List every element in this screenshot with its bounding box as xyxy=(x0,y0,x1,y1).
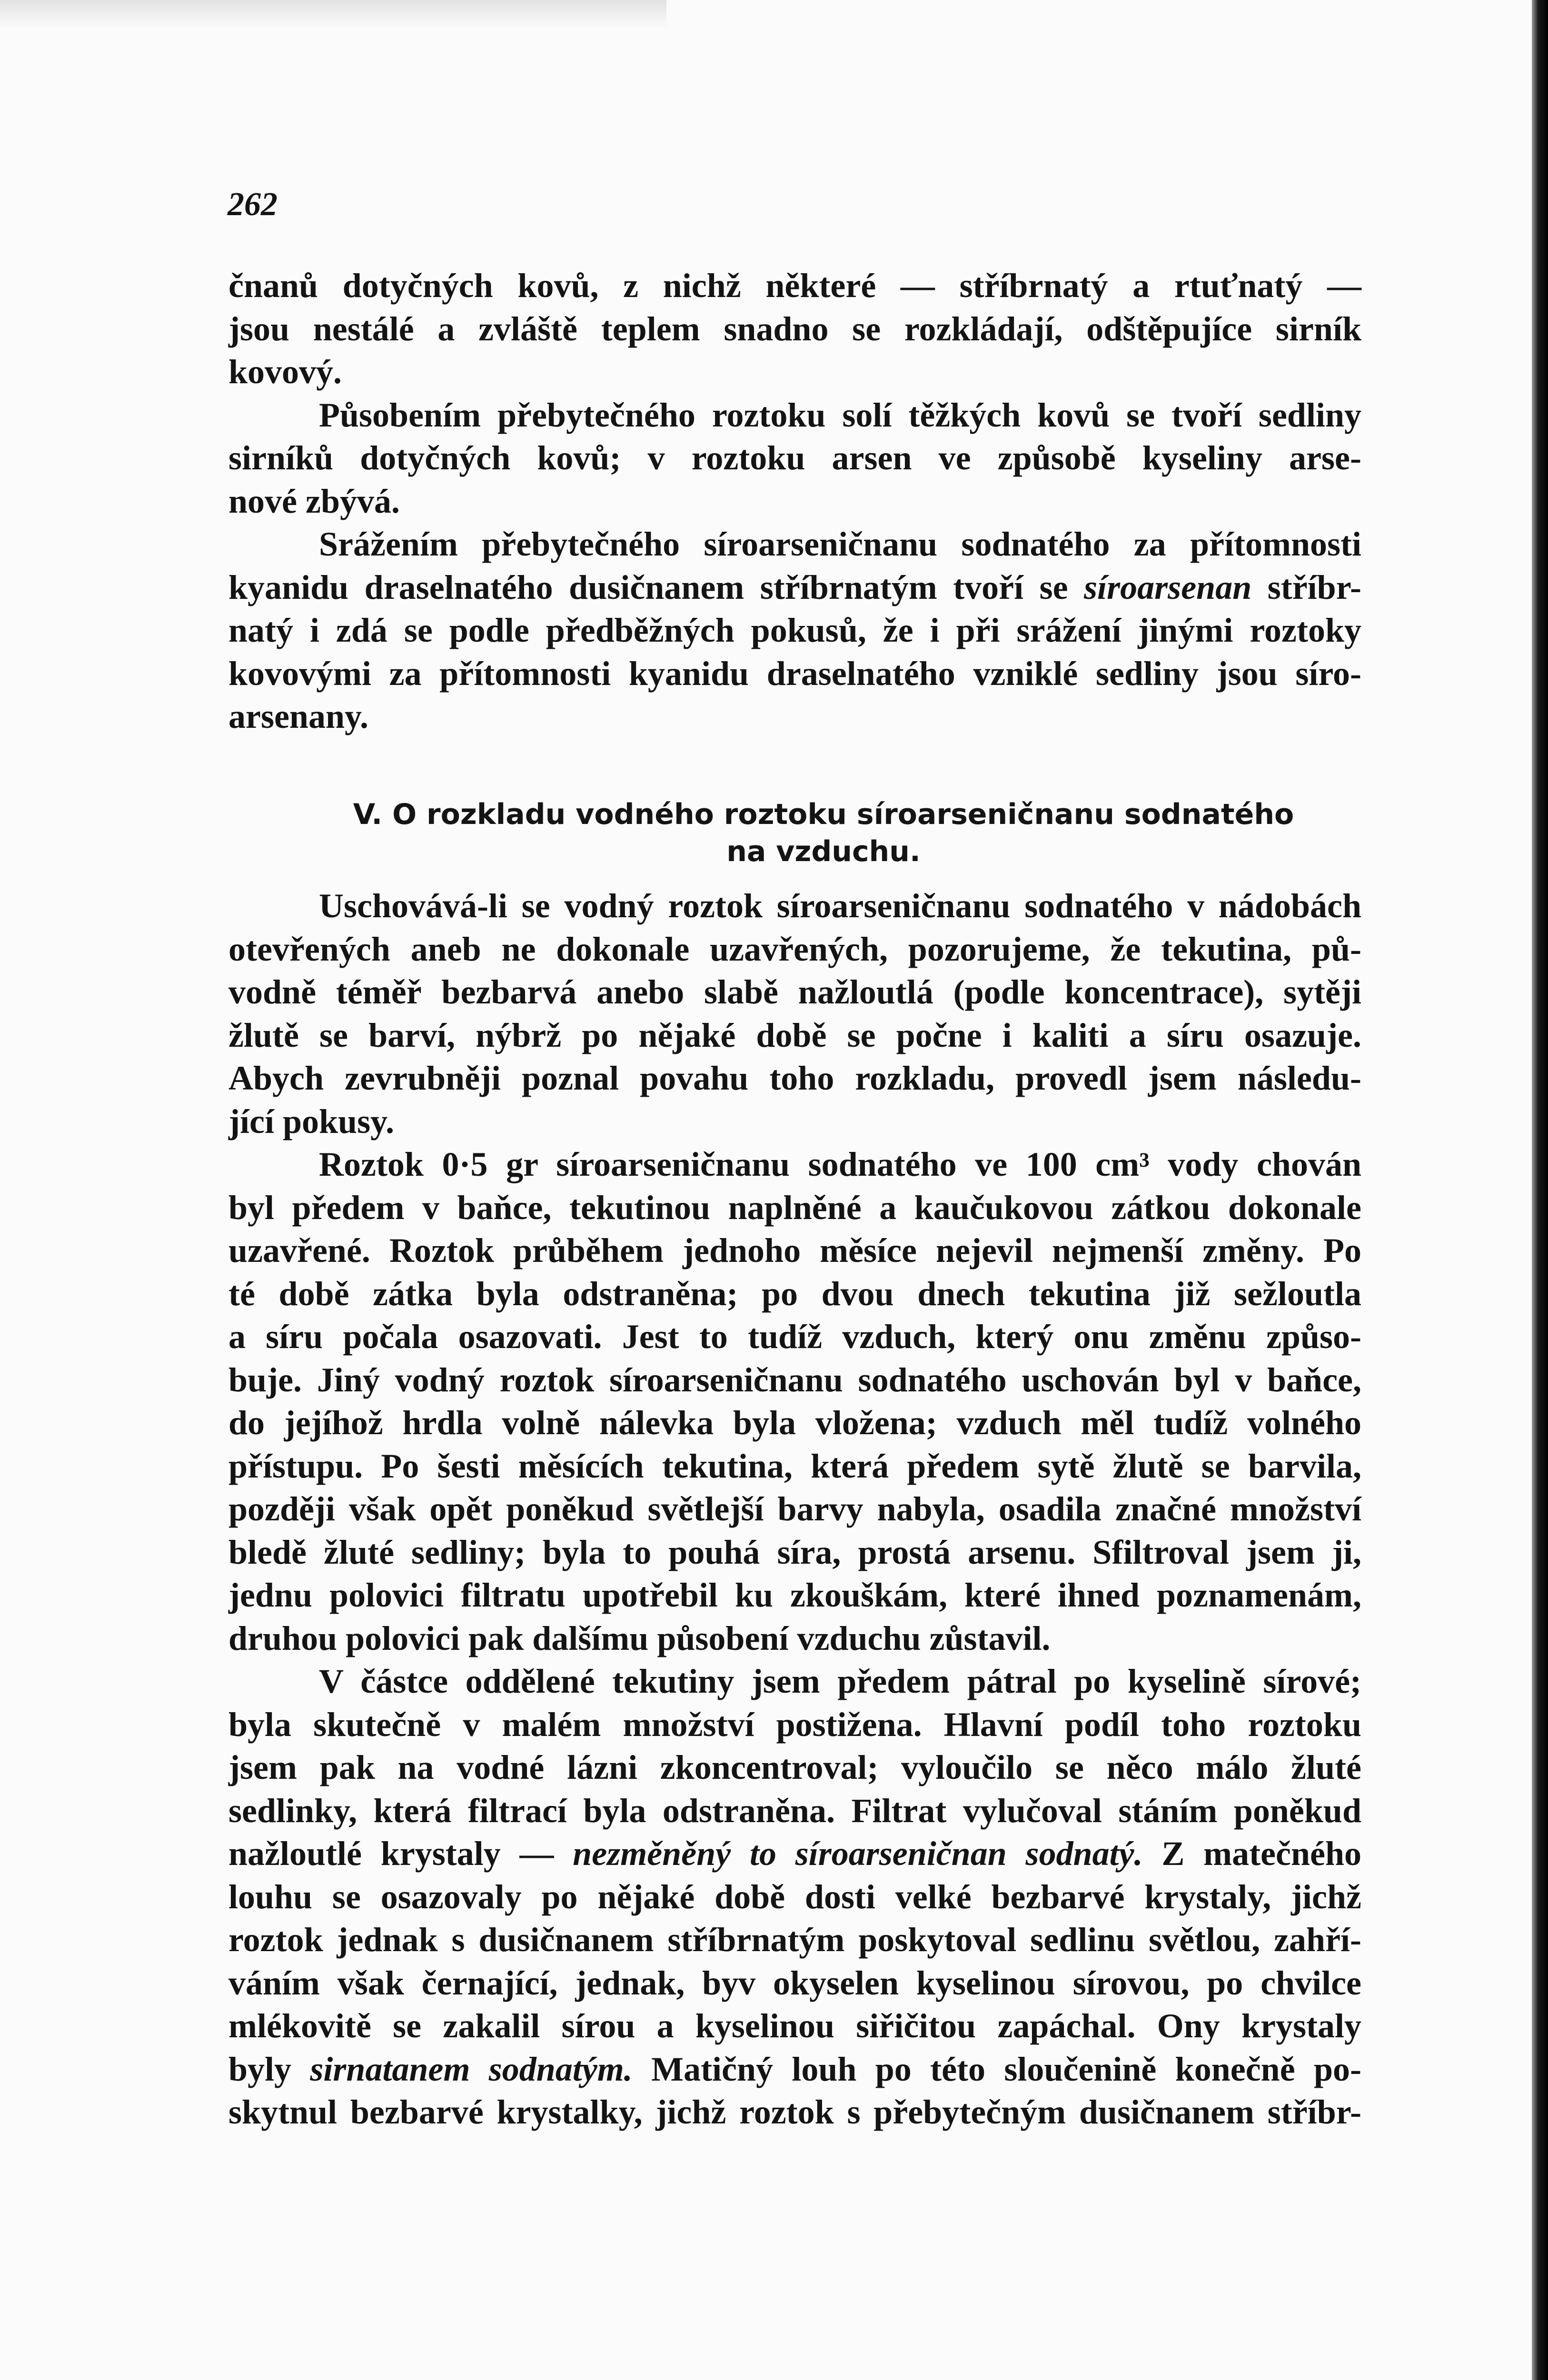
text-line xyxy=(228,2048,1361,2091)
text-segment: mlékovitě se zakalil sírou a kyselinou siřičitou zapáchal. Ony krystaly xyxy=(228,2007,1361,2045)
text-line xyxy=(228,1143,1361,1186)
text-line xyxy=(228,1014,1361,1057)
text-line xyxy=(228,928,1361,971)
text-segment: roztok jednak s dusičnanem stříbrnatým poskytoval sedlinu světlou, zahří- xyxy=(228,1921,1361,1959)
text-segment: Působením přebytečného roztoku solí těžkých kovů se tvoří sedliny xyxy=(319,396,1361,434)
text-segment: přístupu. Po šesti měsících tekutina, která předem sytě žlutě se barvila, xyxy=(228,1447,1361,1485)
text-line xyxy=(228,1574,1361,1617)
text-line xyxy=(228,1962,1361,2005)
text-line xyxy=(228,2004,1361,2048)
text-block-1 xyxy=(228,264,1361,738)
scan-edge xyxy=(1532,0,1548,2380)
text-segment: později však opět poněkud světlejší barvy nabyla, osadila značné množství xyxy=(228,1490,1361,1528)
text-segment: Abych zevrubněji poznal povahu toho rozkladu, provedl jsem následu- xyxy=(228,1059,1361,1097)
text-segment: V částce oddělené tekutiny jsem předem pátral po kyselině sírové; xyxy=(319,1662,1361,1700)
text-segment: žlutě se barví, nýbrž po nějaké době se počne i kaliti a síru osazuje. xyxy=(228,1016,1361,1054)
text-line xyxy=(228,350,1361,394)
text-line xyxy=(228,1401,1361,1445)
text-segment: Srážením přebytečného síroarseničnanu sodnatého za přítomnosti xyxy=(319,525,1361,563)
scan-shadow xyxy=(0,0,666,29)
text-segment: sirníků dotyčných kovů; v roztoku arsen ve způsobě kyseliny arse- xyxy=(228,439,1361,477)
text-line xyxy=(228,436,1361,480)
text-segment: natý i zdá se podle předběžných pokusů, že i při srážení jinými roztoky xyxy=(228,611,1361,649)
text-segment: arsenany. xyxy=(228,697,369,735)
text-line xyxy=(228,1789,1361,1833)
text-segment: uzavřené. Roztok průběhem jednoho měsíce nejevil nejmenší změny. Po xyxy=(228,1231,1361,1269)
text-line xyxy=(228,609,1361,652)
text-line xyxy=(228,1703,1361,1746)
text-segment: do jejíhož hrdla volně nálevka byla vložena; vzduch měl tudíž volného xyxy=(228,1404,1361,1442)
text-segment: nové zbývá. xyxy=(228,482,400,520)
text-segment: skytnul bezbarvé krystalky, jichž roztok s přebytečným dusičnanem stříbr- xyxy=(228,2093,1361,2131)
text-line xyxy=(228,695,1361,738)
text-line xyxy=(228,1229,1361,1272)
text-line xyxy=(228,2091,1361,2134)
text-line xyxy=(228,394,1361,437)
text-block-2 xyxy=(228,884,1361,2134)
text-segment: Uschovává-li se vodný roztok síroarseničnanu sodnatého v nádobách xyxy=(319,887,1361,925)
text-line xyxy=(228,1531,1361,1574)
text-segment: kyanidu draselnatého dusičnanem stříbrnatým tvoří se xyxy=(228,568,1084,606)
page-number: 262 xyxy=(228,186,278,223)
text-segment: buje. Jiný vodný roztok síroarseničnanu sodnatého uschován byl v baňce, xyxy=(228,1360,1361,1399)
text-segment: byla skutečně v malém množství postižena. Hlavní podíl toho roztoku xyxy=(228,1705,1361,1744)
heading-line-1: V. O rozkladu vodného roztoku síroarseničnanu sodnatého xyxy=(353,798,1294,831)
text-line xyxy=(228,1100,1361,1143)
text-segment: druhou polovici pak dalšímu působení vzduchu zůstavil. xyxy=(228,1619,1051,1657)
text-segment: té době zátka byla odstraněna; po dvou dnech tekutina již sežloutla xyxy=(228,1274,1361,1313)
text-segment: jící pokusy. xyxy=(228,1102,395,1140)
text-segment: kovový. xyxy=(228,353,342,391)
text-segment: bledě žluté sedliny; byla to pouhá síra, prostá arsenu. Sfiltroval jsem ji, xyxy=(228,1533,1361,1571)
text-segment: sedlinky, která filtrací byla odstraněna. Filtrat vylučoval stáním poněkud xyxy=(228,1791,1361,1830)
text-segment: a síru počala osazovati. Jest to tudíž vzduch, který onu změnu způso- xyxy=(228,1318,1361,1356)
text-segment: jednu polovici filtratu upotřebil ku zkouškám, které ihned poznamenám, xyxy=(228,1576,1361,1614)
text-line xyxy=(228,1660,1361,1703)
text-line xyxy=(228,1359,1361,1402)
text-segment: louhu se osazovaly po nějaké době dosti velké bezbarvé krystaly, jichž xyxy=(228,1877,1361,1916)
section-heading xyxy=(228,796,1361,870)
text-line xyxy=(228,1918,1361,1962)
text-segment: Matičný louh po této sloučenině konečně po- xyxy=(632,2050,1361,2088)
text-segment: čnanů dotyčných kovů, z nichž některé — stříbrnatý a rtuťnatý — xyxy=(228,267,1361,305)
text-segment: jsou nestálé a zvláště teplem snadno se rozkládají, odštěpujíce sirník xyxy=(228,309,1361,348)
text-line xyxy=(228,480,1361,523)
text-line xyxy=(228,566,1361,609)
text-line xyxy=(228,1875,1361,1919)
text-line xyxy=(228,1186,1361,1230)
text-line xyxy=(228,307,1361,351)
text-segment: jsem pak na vodné lázni zkoncentroval; vyloučilo se něco málo žluté xyxy=(228,1748,1361,1786)
text-line xyxy=(228,1272,1361,1316)
text-line xyxy=(228,1488,1361,1531)
text-line xyxy=(228,523,1361,566)
text-segment: byl předem v baňce, tekutinou naplněné a kaučukovou zátkou dokonale xyxy=(228,1188,1361,1227)
heading-line-2: na vzduchu. xyxy=(726,835,921,868)
text-segment: nažloutlé krystaly — xyxy=(228,1835,573,1873)
text-line xyxy=(228,971,1361,1014)
italic-term: sirnatanem sodnatým. xyxy=(310,2050,633,2088)
text-segment: Z matečného xyxy=(1142,1835,1362,1873)
text-segment: otevřených aneb ne dokonale uzavřených, pozorujeme, že tekutina, pů- xyxy=(228,930,1361,968)
text-segment: váním však černající, jednak, byv okyselen kyselinou sírovou, po chvilce xyxy=(228,1964,1361,2002)
text-line xyxy=(228,1832,1361,1875)
text-segment: Roztok 0·5 gr síroarseničnanu sodnatého ve 100 cm³ vody chován xyxy=(319,1145,1361,1183)
text-segment: vodně téměř bezbarvá anebo slabě nažloutlá (podle koncentrace), sytěji xyxy=(228,973,1361,1011)
text-line xyxy=(228,264,1361,307)
text-line xyxy=(228,884,1361,928)
text-line xyxy=(228,1057,1361,1100)
text-line xyxy=(228,1445,1361,1488)
text-line xyxy=(228,1315,1361,1359)
text-line xyxy=(228,652,1361,695)
text-line xyxy=(228,1746,1361,1789)
text-segment: kovovými za přítomnosti kyanidu draselnatého vzniklé sedliny jsou síro- xyxy=(228,654,1361,693)
text-segment: byly xyxy=(228,2050,310,2088)
text-line xyxy=(228,1617,1361,1660)
text-segment: stříbr- xyxy=(1251,568,1361,606)
italic-term: nezměněný to síroarseničnan sodnatý. xyxy=(573,1835,1143,1873)
italic-term: síroarsenan xyxy=(1084,568,1252,606)
